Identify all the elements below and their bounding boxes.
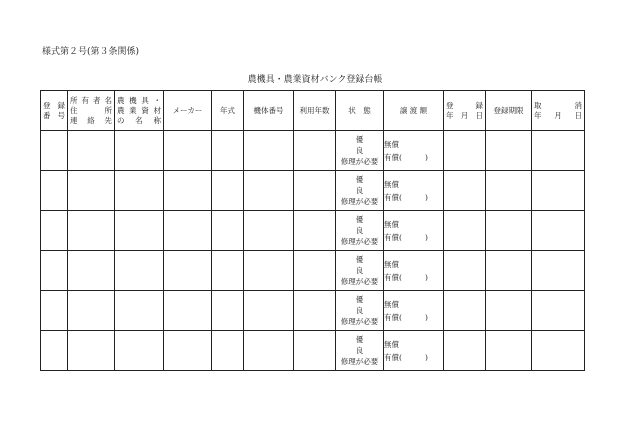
fee-paid-label: 有償(: [384, 232, 402, 242]
cell-owner[interactable]: [68, 251, 115, 291]
cell-model-year[interactable]: [212, 171, 244, 211]
cell-model-year[interactable]: [212, 251, 244, 291]
cell-years-used[interactable]: [294, 251, 336, 291]
fee-paid-label: 有償(: [384, 272, 402, 282]
cell-transfer-fee[interactable]: [384, 171, 444, 211]
cell-reg-no[interactable]: [41, 251, 68, 291]
header-item-name: 農機具・ 農業資材 の 名 称: [115, 91, 164, 131]
cell-item-name[interactable]: [115, 331, 164, 371]
cell-cancellation-date[interactable]: [532, 251, 585, 291]
cell-model-year[interactable]: [212, 291, 244, 331]
ledger-body: [41, 131, 585, 371]
table-row: [41, 291, 585, 331]
fee-option-paid: [384, 231, 443, 244]
cell-model-year[interactable]: [212, 331, 244, 371]
cell-years-used[interactable]: [294, 291, 336, 331]
cell-condition[interactable]: [336, 131, 384, 171]
cell-registration-date[interactable]: [444, 211, 486, 251]
condition-option: 良: [355, 226, 364, 235]
cell-item-name[interactable]: [115, 131, 164, 171]
header-model-year: 年式: [212, 91, 244, 131]
cell-owner[interactable]: [68, 291, 115, 331]
cell-transfer-fee[interactable]: [384, 211, 444, 251]
condition-option: 良: [355, 346, 364, 355]
condition-option: 良: [355, 146, 364, 155]
condition-option: 修理が必要: [340, 197, 379, 206]
header-registration-period: 登録期限: [486, 91, 532, 131]
fee-paid-close-paren: ): [425, 312, 428, 322]
fee-paid-label: 有償(: [384, 352, 402, 362]
fee-option-paid: [384, 151, 443, 164]
fee-option-free: 無償: [384, 339, 399, 349]
header-reg-no: 登録 番号: [41, 91, 68, 131]
cell-condition[interactable]: [336, 291, 384, 331]
cell-model-year[interactable]: [212, 211, 244, 251]
cell-serial-number[interactable]: [244, 171, 294, 211]
header-years-used: 利用年数: [294, 91, 336, 131]
cell-years-used[interactable]: [294, 131, 336, 171]
cell-serial-number[interactable]: [244, 131, 294, 171]
fee-option-free: 無償: [384, 299, 399, 309]
cell-serial-number[interactable]: [244, 291, 294, 331]
condition-option: 修理が必要: [340, 237, 379, 246]
cell-model-year[interactable]: [212, 131, 244, 171]
cell-item-name[interactable]: [115, 171, 164, 211]
cell-item-name[interactable]: [115, 291, 164, 331]
condition-option: 修理が必要: [340, 277, 379, 286]
fee-paid-close-paren: ): [425, 352, 428, 362]
cell-cancellation-date[interactable]: [532, 291, 585, 331]
cell-cancellation-date[interactable]: [532, 331, 585, 371]
condition-option: 修理が必要: [340, 357, 379, 366]
condition-option: 良: [355, 306, 364, 315]
cell-registration-date[interactable]: [444, 131, 486, 171]
fee-option-free: 無償: [384, 219, 399, 229]
fee-option-paid: [384, 351, 443, 364]
condition-option: 優: [355, 175, 364, 184]
cell-item-name[interactable]: [115, 251, 164, 291]
cell-cancellation-date[interactable]: [532, 171, 585, 211]
registration-ledger-table: [40, 90, 585, 371]
fee-option-free: 無償: [384, 179, 399, 189]
cell-reg-no[interactable]: [41, 171, 68, 211]
fee-paid-close-paren: ): [425, 232, 428, 242]
cell-maker[interactable]: [164, 211, 212, 251]
form-number: 様式第２号(第３条関係): [42, 47, 140, 57]
ledger-title: 農機具・農業資材バンク登録台帳: [247, 75, 383, 85]
cell-registration-period[interactable]: [486, 131, 532, 171]
fee-option-paid: [384, 271, 443, 284]
cell-registration-period[interactable]: [486, 211, 532, 251]
fee-option-paid: [384, 311, 443, 324]
cell-transfer-fee[interactable]: [384, 331, 444, 371]
cell-condition[interactable]: [336, 171, 384, 211]
cell-years-used[interactable]: [294, 211, 336, 251]
cell-maker[interactable]: [164, 251, 212, 291]
table-row: [41, 251, 585, 291]
cell-serial-number[interactable]: [244, 331, 294, 371]
table-row: [41, 211, 585, 251]
cell-reg-no[interactable]: [41, 131, 68, 171]
fee-option-paid: [384, 191, 443, 204]
header-serial-number: 機体番号: [244, 91, 294, 131]
header-row: [41, 91, 585, 131]
cell-owner[interactable]: [68, 211, 115, 251]
fee-paid-label: 有償(: [384, 312, 402, 322]
condition-option: 良: [355, 266, 364, 275]
cell-owner[interactable]: [68, 171, 115, 211]
cell-owner[interactable]: [68, 331, 115, 371]
table-row: [41, 171, 585, 211]
cell-transfer-fee[interactable]: [384, 291, 444, 331]
cell-years-used[interactable]: [294, 171, 336, 211]
condition-option: 良: [355, 186, 364, 195]
cell-registration-date[interactable]: [444, 251, 486, 291]
cell-registration-period[interactable]: [486, 171, 532, 211]
cell-transfer-fee[interactable]: [384, 131, 444, 171]
fee-option-free: 無償: [384, 139, 399, 149]
cell-transfer-fee[interactable]: [384, 251, 444, 291]
cell-item-name[interactable]: [115, 211, 164, 251]
cell-owner[interactable]: [68, 131, 115, 171]
condition-option: 優: [355, 335, 364, 344]
cell-reg-no[interactable]: [41, 211, 68, 251]
cell-cancellation-date[interactable]: [532, 131, 585, 171]
condition-option: 修理が必要: [340, 157, 379, 166]
fee-option-free: 無償: [384, 259, 399, 269]
cell-condition[interactable]: [336, 251, 384, 291]
fee-paid-close-paren: ): [425, 272, 428, 282]
cell-maker[interactable]: [164, 131, 212, 171]
cell-registration-date[interactable]: [444, 331, 486, 371]
fee-paid-close-paren: ): [425, 192, 428, 202]
cell-registration-date[interactable]: [444, 171, 486, 211]
cell-registration-period[interactable]: [486, 251, 532, 291]
table-row: [41, 131, 585, 171]
cell-condition[interactable]: [336, 331, 384, 371]
condition-option: 優: [355, 255, 364, 264]
fee-paid-label: 有償(: [384, 152, 402, 162]
cell-serial-number[interactable]: [244, 211, 294, 251]
cell-registration-period[interactable]: [486, 331, 532, 371]
condition-option: 優: [355, 135, 364, 144]
cell-cancellation-date[interactable]: [532, 211, 585, 251]
cell-registration-date[interactable]: [444, 291, 486, 331]
header-registration-date: 登 録 年 月 日: [444, 91, 486, 131]
cell-reg-no[interactable]: [41, 291, 68, 331]
cell-maker[interactable]: [164, 291, 212, 331]
condition-option: 優: [355, 295, 364, 304]
header-maker: メーカー: [164, 91, 212, 131]
cell-registration-period[interactable]: [486, 291, 532, 331]
cell-years-used[interactable]: [294, 331, 336, 371]
condition-option: 優: [355, 215, 364, 224]
header-owner: 所有者名 住 所 連 絡 先: [68, 91, 115, 131]
fee-paid-label: 有償(: [384, 192, 402, 202]
fee-paid-close-paren: ): [425, 152, 428, 162]
header-condition: 状 態: [336, 91, 384, 131]
cell-serial-number[interactable]: [244, 251, 294, 291]
header-transfer-fee: 譲 渡 額: [384, 91, 444, 131]
cell-maker[interactable]: [164, 171, 212, 211]
header-cancellation-date: 取 消 年 月 日: [532, 91, 585, 131]
table-row: [41, 331, 585, 371]
cell-reg-no[interactable]: [41, 331, 68, 371]
cell-condition[interactable]: [336, 211, 384, 251]
cell-maker[interactable]: [164, 331, 212, 371]
condition-option: 修理が必要: [340, 317, 379, 326]
